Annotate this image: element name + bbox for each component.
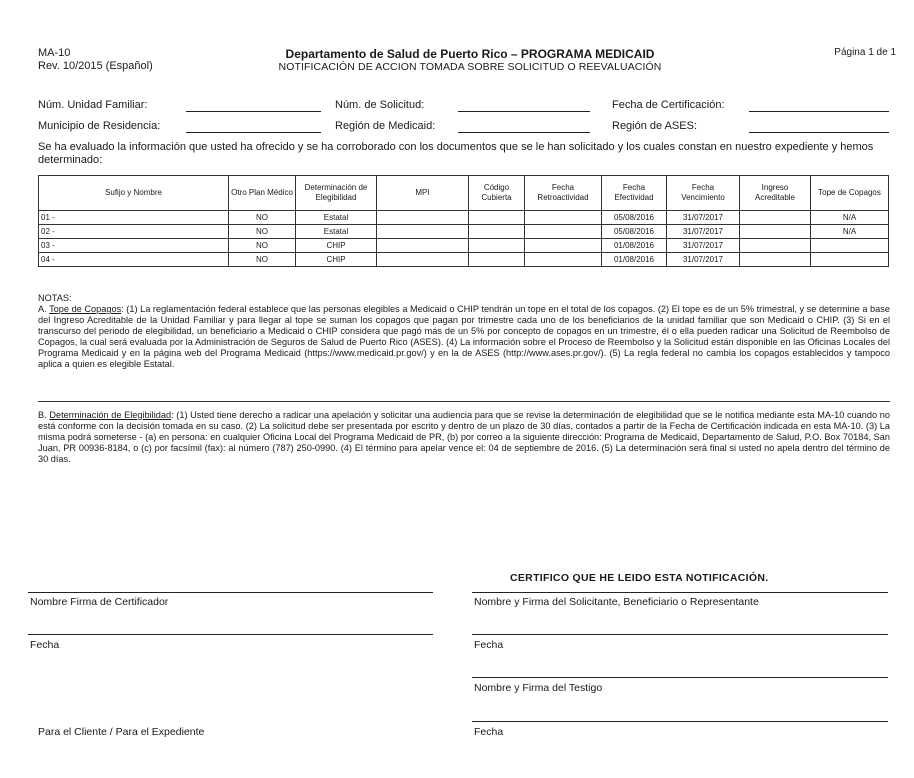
table-cell [811,253,889,267]
table-cell: 05/08/2016 [602,211,667,225]
col-header: Ingreso Acreditable [740,176,811,211]
section-divider [38,401,890,402]
table-cell: 01/08/2016 [602,239,667,253]
table-cell [525,239,602,253]
table-cell: N/A [811,225,889,239]
note-a-text: : (1) La reglamentación federal establece que las personas elegibles a Medicaid o CHIP tendrán un tope en el total de los copagos. (2) El tope es de un 5% trimestral, y se determine a base del Ingreso Acreditable de la Unidad Familiar y para llegar al tope se suman los copagos que pagan por trimestre cada uno de los beneficiarios de la unidad familiar que son Medicaid o CHIP. (3) Si en el transcurso del periodo de elegibilidad, un beneficiario a Medicaid o CHIP considera que pagó más de un 5% por concepto de copagos en un trimestre, él o ella pueden radicar una Solicitud de Reembolso de Copagos, la cual será evaluada por la Administración de Seguros de Salud de Puerto Rico (ASES). (4) La información sobre el Proceso de Reembolso y la Solicitud están disponible en las Oficinas Locales del Programa Medicaid y en la página web del Programa Medicaid (https://www.medicaid.pr.gov/) y en la de ASES (http://www.ases.pr.gov/). (5) La regla federal no cambia los copagos establecidos y tampoco aplica a quien es elegible Estatal. [38,304,890,369]
solicitud-field[interactable] [458,111,590,112]
table-row [39,225,889,239]
table-row [39,239,889,253]
testigo-signature-line[interactable] [472,721,888,722]
notes-section-a [38,293,890,370]
municipio-label: Municipio de Residencia: [38,120,161,132]
table-cell: NO [229,225,296,239]
note-b-prefix: B. [38,410,50,420]
table-cell: 31/07/2017 [667,253,740,267]
table-cell: 01 - [39,211,229,225]
table-cell: CHIP [296,239,377,253]
col-header: Otro Plan Médico [229,176,296,211]
table-cell [740,253,811,267]
table-cell [469,225,525,239]
table-cell: 03 - [39,239,229,253]
table-cell: 05/08/2016 [602,225,667,239]
fecha-left-line[interactable] [28,634,433,635]
region-medicaid-field[interactable] [458,132,590,133]
region-ases-label: Región de ASES: [612,120,698,132]
intro-text: Se ha evaluado la información que usted ha ofrecido y se ha corroborado con los documentos que se le han solicitado y los cuales constan en nuestro expediente y hemos determinado: [38,141,874,166]
table-cell [525,225,602,239]
document-title: Departamento de Salud de Puerto Rico – PROGRAMA MEDICAID [285,47,655,61]
table-cell [469,239,525,253]
document-header [200,47,740,74]
table-cell: NO [229,239,296,253]
certify-statement: CERTIFICO QUE HE LEIDO ESTA NOTIFICACIÓN. [510,572,769,584]
col-header: Código Cubierta [469,176,525,211]
region-medicaid-label: Región de Medicaid: [335,120,436,132]
notes-section-b [38,410,890,465]
table-cell [469,253,525,267]
solicitante-signature-line[interactable] [472,592,888,593]
form-revision: Rev. 10/2015 (Español) [38,60,153,72]
col-header: MPI [377,176,469,211]
col-header: Tope de Copagos [811,176,889,211]
table-cell [525,253,602,267]
table-cell: Estatal [296,211,377,225]
unidad-familiar-label: Núm. Unidad Familiar: [38,99,148,111]
table-cell: 01/08/2016 [602,253,667,267]
note-b-title: Determinación de Elegibilidad [49,410,172,420]
col-header: Sufijo y Nombre [39,176,229,211]
solicitante-label: Nombre y Firma del Solicitante, Beneficiario o Representante [474,596,759,608]
region-ases-field[interactable] [749,132,889,133]
document-subtitle: NOTIFICACIÓN DE ACCION TOMADA SOBRE SOLICITUD O REEVALUACIÓN [278,61,662,73]
table-cell [377,225,469,239]
fecha-left-label: Fecha [30,639,60,651]
note-a-title: Tope de Copagos [49,304,122,314]
fecha-certificacion-field[interactable] [749,111,889,112]
table-cell [811,239,889,253]
table-cell: 31/07/2017 [667,225,740,239]
col-header: Fecha Retroactividad [525,176,602,211]
table-cell [377,239,469,253]
note-a [38,304,890,370]
table-cell [377,211,469,225]
fecha-right-1-label: Fecha [474,639,504,651]
table-cell: 04 - [39,253,229,267]
fecha-right-2-label: Fecha [474,726,504,738]
table-row [39,211,889,225]
form-code: MA-10 [38,47,71,59]
table-cell [740,211,811,225]
table-cell [377,253,469,267]
table-cell [740,225,811,239]
note-b-text: : (1) Usted tiene derecho a radicar una apelación y solicitar una audiencia para que se revise la determinación de elegibilidad que se le notifica mediante esta MA-10 cuando no está conforme con la decisión tomada en su caso. (2) La solicitud debe ser presentada por escrito y dentro de un plazo de 30 días, contados a partir de la Fecha de Certificación indicada en esta MA-10. (3) La misma podrá someterse - (a) en persona: en cualquier Oficina Local del Programa Medicaid de PR, (b) por correo a la siguiente dirección: Programa de Medicaid, Departamento de Salud, P.O. Box 70184, San Juan, PR 00936-8184, o (c) por facsímil (fax): al número (787) 250-0990. (4) El término para apelar vence el: 04 de septiembre de 2016. (5) La determinación será final si usted no apela dentro del término de 30 días. [38,410,890,464]
municipio-field[interactable] [186,132,321,133]
footer-note: Para el Cliente / Para el Expediente [38,726,205,738]
page-number: Página 1 de 1 [834,47,896,58]
table-cell [740,239,811,253]
notes-heading: NOTAS: [38,293,72,303]
solicitud-label: Núm. de Solicitud: [335,99,425,111]
table-header-row [39,176,889,211]
col-header: Fecha Vencimiento [667,176,740,211]
testigo-top-line [472,677,888,678]
table-cell: 31/07/2017 [667,211,740,225]
certificador-signature-line[interactable] [28,592,433,593]
table-cell: 02 - [39,225,229,239]
table-cell: NO [229,253,296,267]
fecha-right-1-line[interactable] [472,634,888,635]
eligibility-table [38,175,889,267]
form-code-block [38,47,153,73]
table-cell: Estatal [296,225,377,239]
table-cell: NO [229,211,296,225]
table-cell: 31/07/2017 [667,239,740,253]
unidad-familiar-field[interactable] [186,111,321,112]
table-cell: N/A [811,211,889,225]
certificador-label: Nombre Firma de Certificador [30,596,169,608]
table-row [39,253,889,267]
table-cell: CHIP [296,253,377,267]
col-header: Fecha Efectividad [602,176,667,211]
testigo-label: Nombre y Firma del Testigo [474,682,603,694]
table-cell [525,211,602,225]
col-header: Determinación de Elegibilidad [296,176,377,211]
note-a-prefix: A. [38,304,50,314]
table-cell [469,211,525,225]
fecha-certificacion-label: Fecha de Certificación: [612,99,725,111]
